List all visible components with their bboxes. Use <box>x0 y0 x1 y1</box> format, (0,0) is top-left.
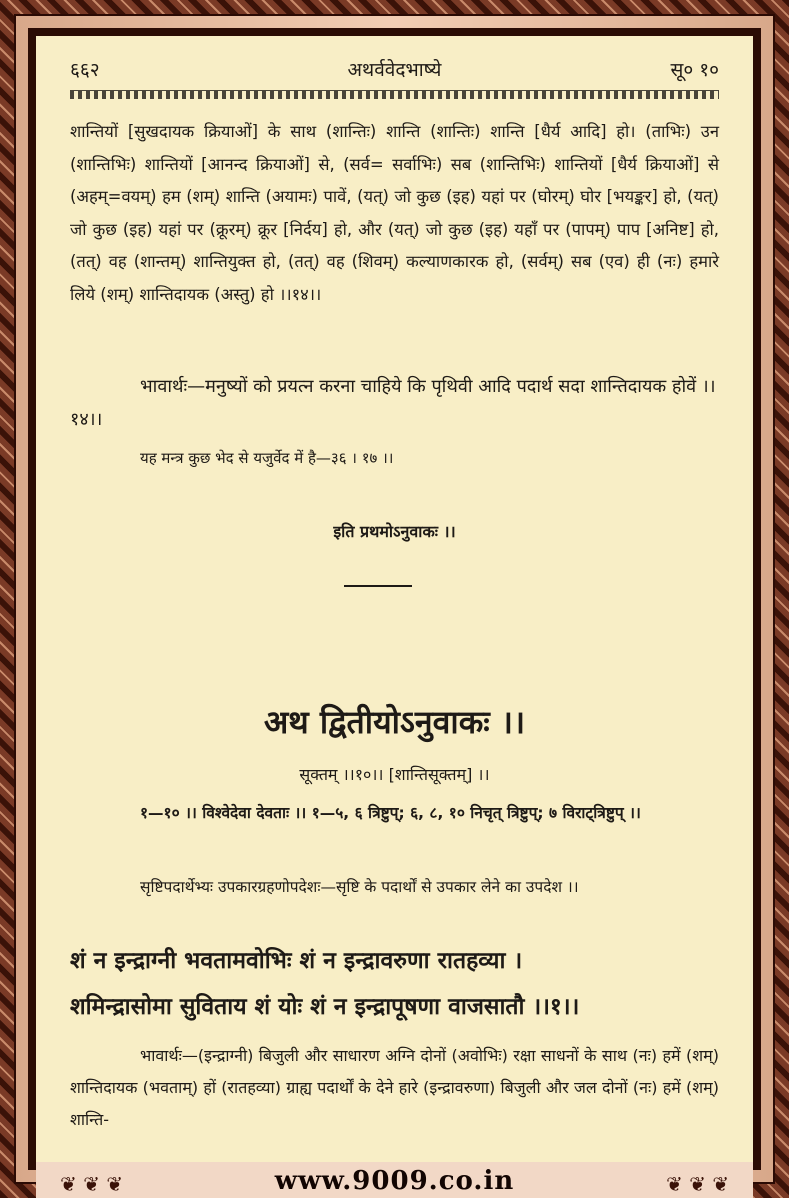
separator-rule <box>344 585 412 587</box>
translation-paragraph: शान्तियों [सुखदायक क्रियाओं] के साथ (शान्तिः) शान्ति (शान्तिः) शान्ति [धैर्य आदि] हो। (ताभिः) उन (शान्तिभिः) शान्तियों [आनन्द क्रियाओं] से, (सर्व= सर्वाभिः) सब (शान्तिभिः) शान्तियों [धैर्य क्रियाओं] से (अहम्=वयम्) हम (शम्) शान्ति (अयामः) पावें, (यत्) जो कुछ (इह) यहां पर (घोरम्) घोर [भयङ्कर] हो, (यत्) जो कुछ (इह) यहां पर (क्रूरम्) क्रूर [निर्दय] हो, और (यत्) जो कुछ (इह) यहाँ पर (पापम्) पाप [अनिष्ट] हो, (तत्) वह (शान्तम्) शान्तियुक्त हो, (तत्) वह (शिवम्) कल्याणकारक हो, (सर्वम्) सब (एव) ही (नः) हमारे लिये (शम्) शान्तिदायक (अस्तु) हो ।।१४।। <box>70 122 719 304</box>
footer-url-link[interactable]: www.9009.co.in <box>274 1166 515 1196</box>
book-page <box>36 36 753 1162</box>
book-title: अथर्ववेदभाष्ये <box>347 59 442 81</box>
yajurveda-note: यह मन्त्र कुछ भेद से यजुर्वेद में है—३६ । १७ ।। <box>140 449 394 467</box>
devata-line: १—१० ।। विश्वेदेवा देवताः ।। १—५, ६ त्रिष्टुप्; ६, ८, १० निचृत् त्रिष्टुप्; ७ विराट्त्रिष्टुप् ।। <box>140 804 641 822</box>
bhavarth-paragraph: भावार्थः—मनुष्यों को प्रयत्न करना चाहिये कि पृथिवी आदि पदार्थ सदा शान्तिदायक होवें ।।१४।। <box>70 376 716 430</box>
anuvak-end-line: इति प्रथमोऽनुवाकः ।। <box>333 522 456 541</box>
header-rule <box>70 90 719 99</box>
right-scroll-ornament: ❦ ❦ ❦ <box>666 1172 729 1196</box>
bhavarth-paragraph-2: भावार्थः—(इन्द्राग्नी) बिजुली और साधारण अग्नि दोनों (अवोभिः) रक्षा साधनों के साथ (नः) हमें (शम्) शान्तिदायक (भवताम्) हों (रातहव्या) ग्राह्य पदार्थों के देने हारे (इन्द्रावरुणा) बिजुली और जल दोनों (नः) हमें (शम्) शान्ति- <box>70 1046 719 1129</box>
left-scroll-ornament: ❦ ❦ ❦ <box>60 1172 123 1196</box>
section-number: सू० १० <box>670 59 719 81</box>
mantra-line-1: शं न इन्द्राग्नी भवतामवोभिः शं न इन्द्रावरुणा रातहव्या । <box>70 948 523 974</box>
page-header <box>70 56 719 86</box>
upadesh-line: सृष्टिपदार्थेभ्यः उपकारग्रहणोपदेशः—सृष्टि के पदार्थों से उपकार लेने का उपदेश ।। <box>140 878 579 896</box>
mantra-line-2: शमिन्द्रासोमा सुविताय शं योः शं न इन्द्रापूषणा वाजसातौ ।।१।। <box>70 994 580 1020</box>
anuvak-heading: अथ द्वितीयोऽनुवाकः ।। <box>263 703 526 741</box>
page-number: ६६२ <box>70 59 100 81</box>
sukta-heading: सूक्तम् ।।१०।। [शान्तिसूक्तम्] ।। <box>299 765 490 784</box>
